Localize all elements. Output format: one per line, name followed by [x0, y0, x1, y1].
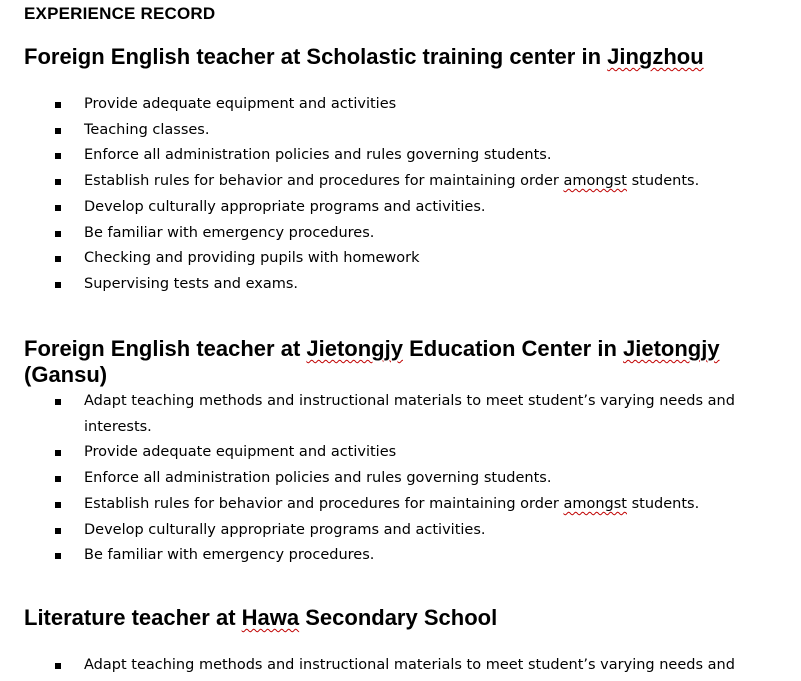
duty-text: Adapt teaching methods and instructional materials to meet student’s varying needs and: [84, 657, 735, 673]
list-item: [0, 466, 801, 492]
list-item: [0, 143, 801, 169]
job-title-2-province: (Gansu): [24, 362, 108, 387]
bullet-icon: [55, 102, 61, 108]
list-item: [0, 221, 801, 247]
list-item: [0, 389, 801, 440]
duty-text: Enforce all administration policies and rules governing students.: [84, 470, 552, 487]
bullet-icon: [55, 179, 61, 185]
duty-text: Adapt teaching methods and instructional materials to meet student’s varying needs and interests.: [84, 393, 735, 435]
job-3-duties: [0, 653, 801, 679]
bullet-icon: [55, 476, 61, 482]
list-item: [0, 440, 801, 466]
spellcheck-word: amongst: [563, 173, 627, 190]
list-item: [0, 653, 801, 679]
list-item: [0, 92, 801, 118]
job-title-1-place: Jingzhou: [607, 44, 704, 69]
duty-text: Enforce all administration policies and rules governing students.: [84, 147, 552, 164]
duty-text: Teaching classes.: [84, 121, 210, 138]
job-title-2-org: Jietongjy: [306, 336, 403, 361]
bullet-icon: [55, 399, 61, 405]
bullet-icon: [55, 450, 61, 456]
job-title-3: [24, 605, 784, 631]
list-item: [0, 518, 801, 544]
duty-text: Supervising tests and exams.: [84, 275, 298, 292]
bullet-icon: [55, 502, 61, 508]
duty-text: Be familiar with emergency procedures.: [84, 224, 375, 241]
spellcheck-word: amongst: [563, 495, 627, 512]
job-title-2-text-a: Foreign English teacher at: [24, 336, 307, 361]
job-2-duties: [0, 389, 801, 569]
duty-text: Develop culturally appropriate programs and activities.: [84, 521, 486, 538]
list-item: [0, 543, 801, 569]
bullet-icon: [55, 205, 61, 211]
duty-text: Develop culturally appropriate programs and activities.: [84, 198, 486, 215]
section-heading: EXPERIENCE RECORD: [24, 4, 216, 23]
bullet-icon: [55, 282, 61, 288]
bullet-icon: [55, 128, 61, 134]
duty-text: Establish rules for behavior and procedures for maintaining order amongst students.: [84, 173, 700, 190]
job-title-3-text-a: Literature teacher at: [24, 605, 242, 630]
list-item: [0, 246, 801, 272]
job-title-3-text-b: Secondary School: [299, 605, 498, 630]
duty-text: Checking and providing pupils with homework: [84, 250, 420, 267]
job-title-3-school: Hawa: [241, 605, 300, 630]
bullet-icon: [55, 256, 61, 262]
job-title-2-text-b: Education Center in: [402, 336, 623, 361]
list-item: [0, 492, 801, 518]
duty-text: Provide adequate equipment and activities: [84, 96, 397, 112]
list-item: [0, 118, 801, 144]
bullet-icon: [55, 663, 61, 669]
job-title-1: [24, 44, 784, 70]
list-item: [0, 272, 801, 298]
job-title-2: [24, 336, 784, 388]
bullet-icon: [55, 231, 61, 237]
job-title-1-text: Foreign English teacher at Scholastic training center in: [24, 44, 608, 69]
job-title-2-city: Jietongjy: [623, 336, 720, 361]
job-1-duties: [0, 92, 801, 298]
bullet-icon: [55, 528, 61, 534]
duty-text: Establish rules for behavior and procedures for maintaining order amongst students.: [84, 495, 700, 512]
bullet-icon: [55, 153, 61, 159]
list-item: [0, 169, 801, 195]
duty-text: Be familiar with emergency procedures.: [84, 547, 375, 564]
duty-text: Provide adequate equipment and activities: [84, 444, 397, 461]
bullet-icon: [55, 553, 61, 559]
list-item: [0, 195, 801, 221]
